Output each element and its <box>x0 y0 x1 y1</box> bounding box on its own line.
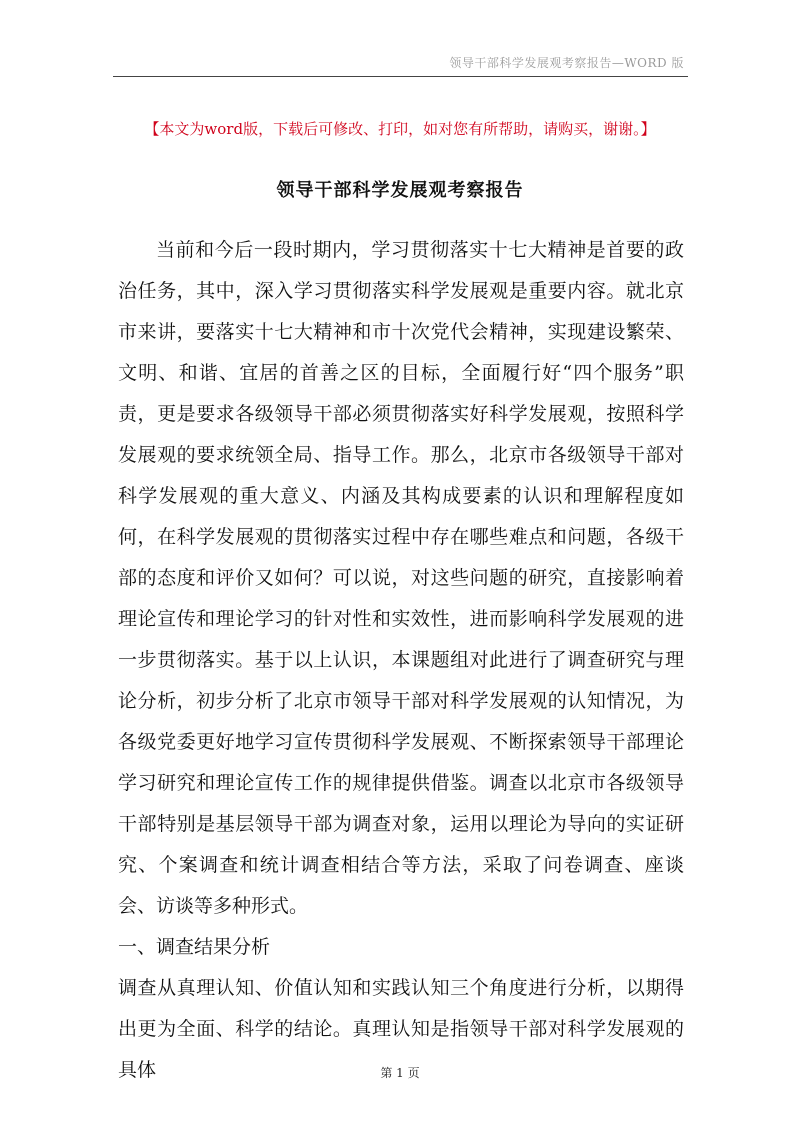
body-paragraph-analysis: 调查从真理认知、价值认知和实践认知三个角度进行分析，以期得出更为全面、科学的结论。真理认知是指领导干部对科学发展观的具体 <box>118 977 684 1081</box>
page-number: 第 1 页 <box>380 1066 420 1080</box>
section-heading: 一、调查结果分析 <box>118 936 271 958</box>
document-body <box>118 230 684 1091</box>
document-title: 领导干部科学发展观考察报告 <box>276 180 524 201</box>
header-divider <box>113 76 688 77</box>
running-header: 领导干部科学发展观考察报告—WORD 版 <box>449 56 684 70</box>
body-paragraph-intro: 当前和今后一段时期内，学习贯彻落实十七大精神是首要的政治任务，其中，深入学习贯彻落实科学发展观是重要内容。就北京市来讲，要落实十七大精神和市十次党代会精神，实现建设繁荣、文明、和谐、宜居的首善之区的目标，全面履行好“四个服务”职责，更是要求各级领导干部必须贯彻落实好科学发展观，按照科学发展观的要求统领全局、指导工作。那么，北京市各级领导干部对科学发展观的重大意义、内涵及其构成要素的认识和理解程度如何，在科学发展观的贯彻落实过程中存在哪些难点和问题，各级干部的态度和评价又如何？可以说，对这些问题的研究，直接影响着理论宣传和理论学习的针对性和实效性，进而影响科学发展观的进一步贯彻落实。基于以上认识，本课题组对此进行了调查研究与理论分析，初步分析了北京市领导干部对科学发展观的认知情况，为各级党委更好地学习宣传贯彻科学发展观、不断探索领导干部理论学习研究和理论宣传工作的规律提供借鉴。调查以北京市各级领导干部特别是基层领导干部为调查对象，运用以理论为导向的实证研究、个案调查和统计调查相结合等方法，采取了问卷调查、座谈会、访谈等多种形式。 <box>118 239 684 917</box>
download-notice: 【本文为word版，下载后可修改、打印，如对您有所帮助，请购买，谢谢。】 <box>144 120 656 138</box>
